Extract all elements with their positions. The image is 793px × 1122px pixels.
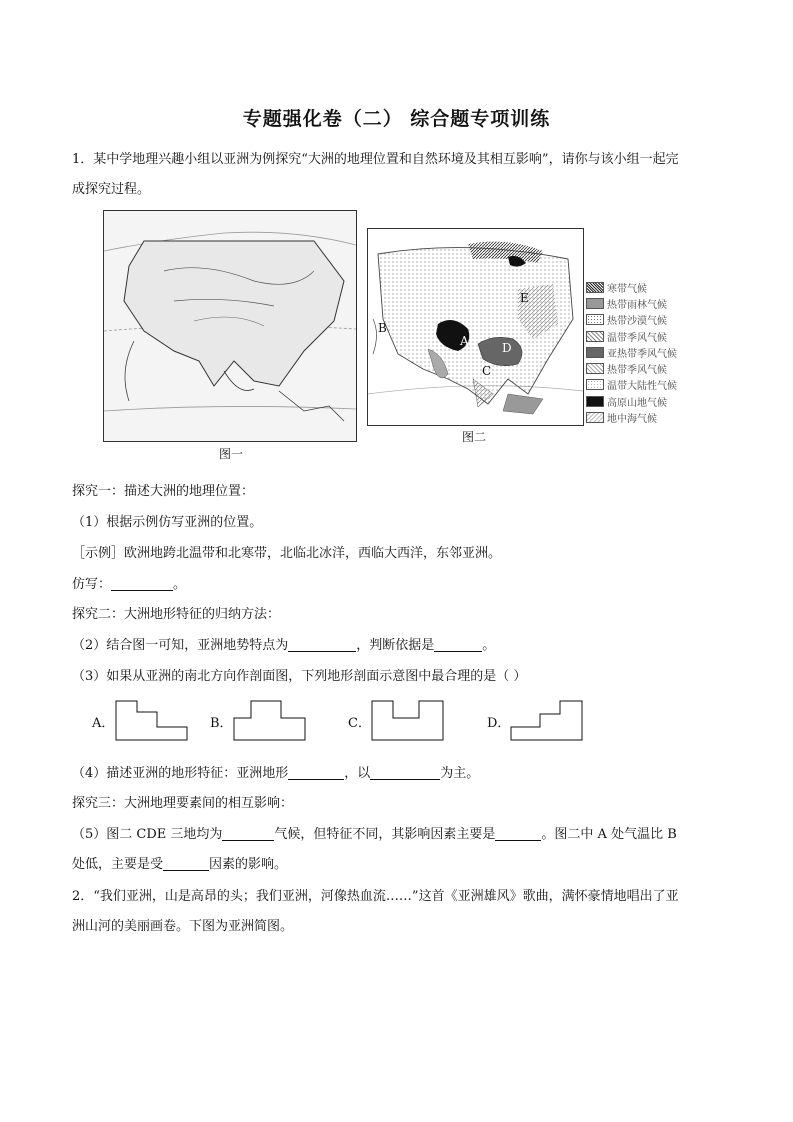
option-a-profile[interactable] xyxy=(115,700,189,742)
region-label-c: C xyxy=(482,364,492,378)
region-label-b: B xyxy=(378,321,387,335)
legend-item: 热带季风气候 xyxy=(586,360,677,376)
figure-2-climate-map xyxy=(367,228,584,426)
option-b-label[interactable]: B． xyxy=(210,716,233,731)
imitate-line: 仿写： 。 xyxy=(72,577,187,592)
legend-item: 高原山地气候 xyxy=(586,393,677,409)
answer-blank-terrain-feature[interactable] xyxy=(288,765,344,780)
page-title: 专题强化卷（二） 综合题专项训练 xyxy=(242,108,551,130)
option-b-profile[interactable] xyxy=(233,700,307,742)
legend-item: 亚热带季风气候 xyxy=(586,344,677,360)
option-c-label[interactable]: C． xyxy=(348,716,371,731)
legend-swatch-dots xyxy=(586,314,604,325)
answer-blank-factor[interactable] xyxy=(495,826,541,841)
figure-1-asia-map xyxy=(103,210,357,442)
q1-intro-line2: 成探究过程。 xyxy=(72,182,151,197)
legend-swatch-diag xyxy=(586,331,604,342)
legend-item: 寒带气候 xyxy=(586,279,677,295)
legend-swatch-black xyxy=(586,396,604,407)
q2-line2: 洲山河的美丽画卷。下图为亚洲简图。 xyxy=(72,919,294,934)
option-d-label[interactable]: D． xyxy=(487,716,511,731)
legend-swatch-hatch xyxy=(586,282,604,293)
option-c-profile[interactable] xyxy=(371,700,445,742)
question-1-part-4: （4）描述亚洲的地形特征：亚洲地形 ，以 为主。 xyxy=(72,766,480,781)
answer-blank-main-landform[interactable] xyxy=(370,765,440,780)
region-label-d: D xyxy=(502,341,512,355)
question-1-part-2: （2）结合图一可知，亚洲地势特点为 ，判断依据是 。 xyxy=(72,638,496,653)
answer-blank-climate-type[interactable] xyxy=(222,826,274,841)
explore-2-heading: 探究二：大洲地形特征的归纳方法： xyxy=(72,607,281,622)
explore-1-heading: 探究一：描述大洲的地理位置： xyxy=(72,484,255,499)
asia-physical-map xyxy=(104,211,356,441)
q1-intro-line1: 1．某中学地理兴趣小组以亚洲为例探究“大洲的地理位置和自然环境及其相互影响”，请你与该小组一起完 xyxy=(72,152,679,167)
figure-2-caption: 图二 xyxy=(462,430,487,444)
question-1-part-5-line1: （5）图二 CDE 三地均为 气候，但特征不同，其影响因素主要是 。图二中 A 处气温比 B xyxy=(72,827,677,842)
q2-line1: 2．“我们亚洲，山是高昂的头；我们亚洲，河像热血流……”这首《亚洲雄风》歌曲，满怀豪情地唱出了亚 xyxy=(72,889,679,904)
legend-swatch-darkgray xyxy=(586,347,604,358)
answer-blank-basis[interactable] xyxy=(434,637,482,652)
answer-blank-imitate[interactable] xyxy=(111,576,173,591)
example-text: ［示例］欧洲地跨北温带和北寒带，北临北冰洋，西临大西洋，东邻亚洲。 xyxy=(72,546,502,561)
legend-item: 地中海气候 xyxy=(586,409,677,425)
legend-swatch-diag-light xyxy=(586,412,604,423)
legend-item: 热带雨林气候 xyxy=(586,295,677,311)
legend-swatch-gray xyxy=(586,298,604,309)
explore-3-heading: 探究三：大洲地理要素间的相互影响： xyxy=(72,796,294,811)
question-1-part-5-line2: 处低，主要是受 因素的影响。 xyxy=(72,857,288,872)
region-label-e: E xyxy=(520,291,529,305)
legend-item: 温带季风气候 xyxy=(586,328,677,344)
question-1-part-1: （1）根据示例仿写亚洲的位置。 xyxy=(72,515,263,530)
answer-blank-terrain-trend[interactable] xyxy=(288,637,356,652)
climate-legend xyxy=(586,279,677,426)
answer-blank-influence-factor[interactable] xyxy=(163,856,209,871)
legend-item: 温带大陆性气候 xyxy=(586,377,677,393)
option-d-profile[interactable] xyxy=(510,700,584,742)
legend-swatch-light-dots xyxy=(586,379,604,390)
asia-climate-map xyxy=(368,229,583,425)
figure-1-caption: 图一 xyxy=(219,447,244,461)
legend-swatch-cross xyxy=(586,363,604,374)
legend-item: 热带沙漠气候 xyxy=(586,312,677,328)
question-1-part-3: （3）如果从亚洲的南北方向作剖面图，下列地形剖面示意图中最合理的是（ ） xyxy=(72,669,527,684)
option-a-label[interactable]: A． xyxy=(92,716,115,731)
region-label-a: A xyxy=(460,334,469,348)
